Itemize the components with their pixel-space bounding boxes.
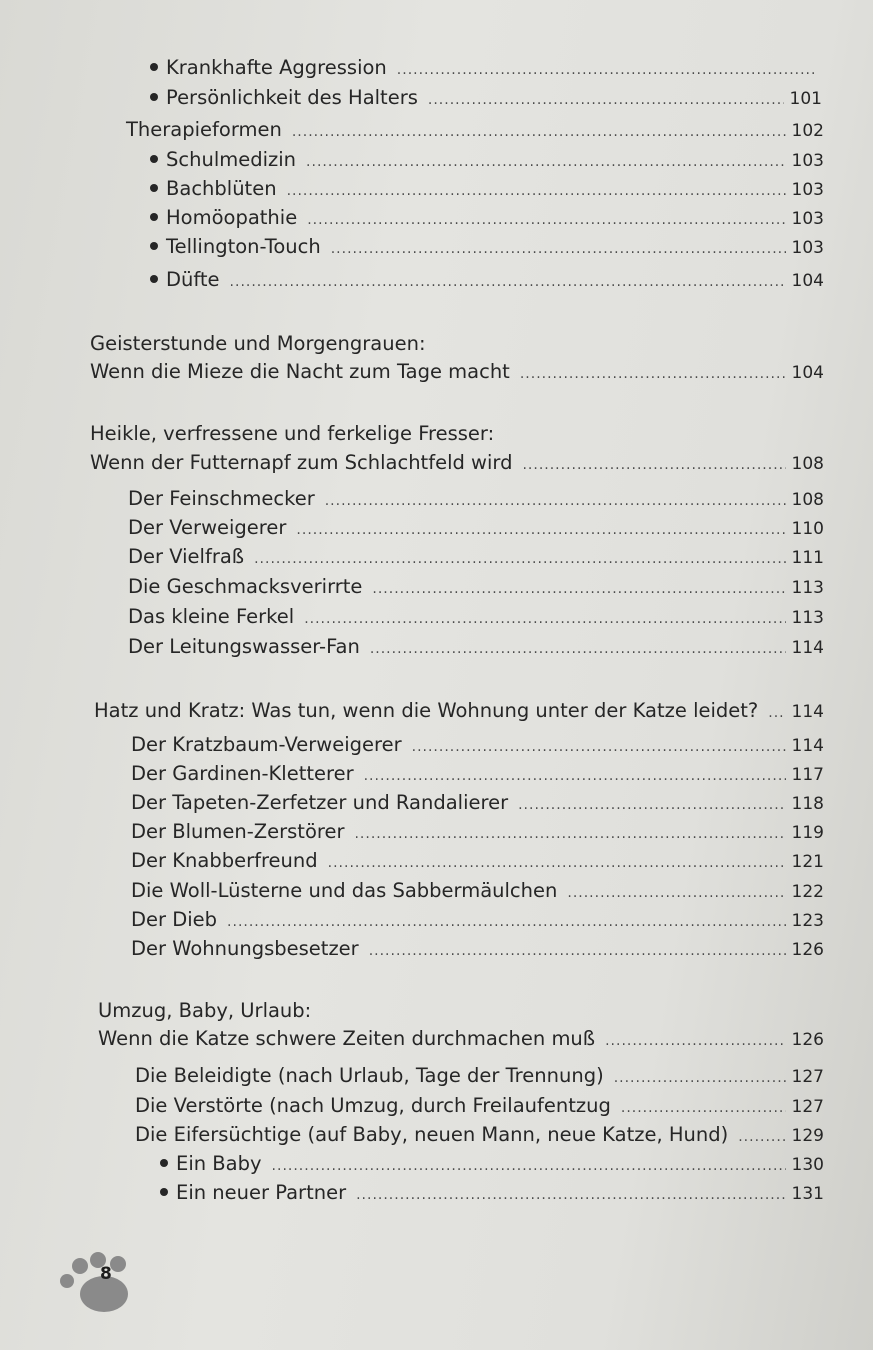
toc-entry [131,937,824,963]
toc-entry-text: Der Verweigerer [128,516,287,539]
toc-entry [150,235,824,261]
page-ref: 102 [791,121,824,141]
leader-dots [397,58,816,82]
toc-entry [94,699,824,725]
page-ref: 114 [791,638,824,658]
toc-entry [160,1152,824,1178]
leader-dots [412,735,786,759]
toc-entry-text: Der Wohnungsbesetzer [131,937,359,960]
leader-dots [296,518,785,542]
bullet-icon [150,242,158,250]
leader-dots [328,851,786,875]
page-ref: 103 [791,151,824,171]
toc-entry [135,1123,824,1149]
page-ref: 122 [791,882,824,902]
leader-dots [372,577,785,601]
page-ref: 126 [791,940,824,960]
toc-entry-text: Bachblüten [150,177,277,201]
toc-entry [128,635,824,661]
page-ref: 117 [791,765,824,785]
leader-dots [605,1029,785,1053]
toc-entry [135,1094,824,1120]
toc-entry-text: Düfte [150,268,220,292]
paw-print-icon [58,1248,138,1318]
page-ref: 127 [791,1097,824,1117]
page-ref: 131 [791,1184,824,1204]
toc-entry [131,762,824,788]
leader-dots [369,939,786,963]
leader-dots [520,362,786,386]
leader-dots [287,179,786,203]
toc-entry-text: Der Feinschmecker [128,487,315,510]
leader-dots [768,701,785,725]
page-ref: 130 [791,1155,824,1175]
toc-entry [150,56,822,82]
toc-entry-text: Der Kratzbaum-Verweigerer [131,733,402,756]
page-ref: 103 [791,209,824,229]
leader-dots [230,270,786,294]
leader-dots [304,607,785,631]
page-ref: 127 [791,1067,824,1087]
toc-entry [90,360,824,386]
page-ref: 121 [791,852,824,872]
page-ref: 103 [791,238,824,258]
toc-entry-text: Der Dieb [131,908,218,931]
page-ref: 126 [791,1030,824,1050]
leader-dots [370,637,786,661]
section-heading: Geisterstunde und Morgengrauen: [90,332,426,355]
leader-dots [428,88,784,112]
toc-entry-text: Wenn die Mieze die Nacht zum Tage macht [90,360,510,383]
toc-entry-text: Der Leitungswasser-Fan [128,635,360,658]
toc-entry-text: Die Eifersüchtige (auf Baby, neuen Mann, neue Katze, Hund) [135,1123,729,1146]
bullet-icon [160,1159,168,1167]
toc-entry-text: Der Blumen-Zerstörer [131,820,345,843]
toc-entry [131,733,824,759]
page-ref: 104 [791,363,824,383]
toc-entry-text: Schulmedizin [150,148,296,172]
toc-entry-text: Das kleine Ferkel [128,605,295,628]
toc-entry-text: Die Woll-Lüsterne und das Sabbermäulchen [131,879,558,902]
leader-dots [522,453,785,477]
toc-entry-text: Therapieformen [126,118,282,141]
toc-entry-text: Homöopathie [150,206,297,230]
page-ref: 108 [791,454,824,474]
toc-entry [150,177,824,203]
section-heading: Umzug, Baby, Urlaub: [98,999,312,1022]
leader-dots [307,208,785,232]
leader-dots [364,764,786,788]
page-ref: 110 [791,519,824,539]
leader-dots [567,881,785,905]
bullet-icon [160,1188,168,1196]
page-ref: 101 [789,89,822,109]
bullet-icon [150,213,158,221]
toc-entry-text: Der Vielfraß [128,545,245,568]
leader-dots [331,237,786,261]
leader-dots [614,1066,786,1090]
toc-entry-text: Die Verstörte (nach Umzug, durch Freilaufentzug [135,1094,611,1117]
toc-entry [126,118,824,144]
leader-dots [354,822,785,846]
page-ref: 114 [791,736,824,756]
toc-entry [128,605,824,631]
toc-entry-text: Wenn die Katze schwere Zeiten durchmachen muß [98,1027,596,1050]
toc-entry [128,575,824,601]
page-ref: 108 [791,490,824,510]
bullet-icon [150,275,158,283]
toc-entry-text: Tellington-Touch [150,235,321,259]
toc-entry-text: Der Gardinen-Kletterer [131,762,354,785]
toc-entry-text: Die Beleidigte (nach Urlaub, Tage der Trennung) [135,1064,604,1087]
leader-dots [738,1125,785,1149]
toc-entry-text: Der Tapeten-Zerfetzer und Randalierer [131,791,509,814]
toc-entry [160,1181,824,1207]
toc-entry-text: Ein Baby [160,1152,262,1176]
toc-entry [135,1064,824,1090]
page-ref: 103 [791,180,824,200]
leader-dots [306,150,786,174]
toc-entry [90,451,824,477]
page-ref: 104 [791,271,824,291]
toc-entry [128,487,824,513]
page-ref: 113 [791,608,824,628]
toc-entry [150,268,824,294]
toc-entry [98,1027,824,1053]
leader-dots [272,1154,786,1178]
leader-dots [518,793,785,817]
toc-entry-text: Hatz und Kratz: Was tun, wenn die Wohnung unter der Katze leidet? [94,699,759,722]
toc-entry [150,86,822,112]
leader-dots [254,547,785,571]
toc-entry [131,908,824,934]
leader-dots [621,1096,786,1120]
page-ref: 111 [791,548,824,568]
toc-entry-text: Der Knabberfreund [131,849,318,872]
toc-entry-text: Persönlichkeit des Halters [150,86,418,110]
page-ref: 113 [791,578,824,598]
page-number: 8 [100,1264,112,1284]
leader-dots [325,489,786,513]
page-ref: 129 [791,1126,824,1146]
toc-entry [131,849,824,875]
toc-entry [150,206,824,232]
toc-entry-text: Die Geschmacksverirrte [128,575,363,598]
leader-dots [356,1183,785,1207]
page-ref: 119 [791,823,824,843]
toc-entry [131,820,824,846]
leader-dots [227,910,786,934]
page-ref: 118 [791,794,824,814]
toc-entry [131,879,824,905]
bullet-icon [150,155,158,163]
toc-entry [150,148,824,174]
toc-entry [128,545,824,571]
section-heading: Heikle, verfressene und ferkelige Fresser: [90,422,495,445]
page-ref: 114 [791,702,824,722]
leader-dots [292,120,786,144]
toc-entry-text: Wenn der Futternapf zum Schlachtfeld wird [90,451,513,474]
toc-entry-text: Krankhafte Aggression [150,56,387,80]
bullet-icon [150,93,158,101]
toc-entry-text: Ein neuer Partner [160,1181,346,1205]
bullet-icon [150,184,158,192]
toc-entry [131,791,824,817]
bullet-icon [150,63,158,71]
page-ref: 123 [791,911,824,931]
toc-entry [128,516,824,542]
